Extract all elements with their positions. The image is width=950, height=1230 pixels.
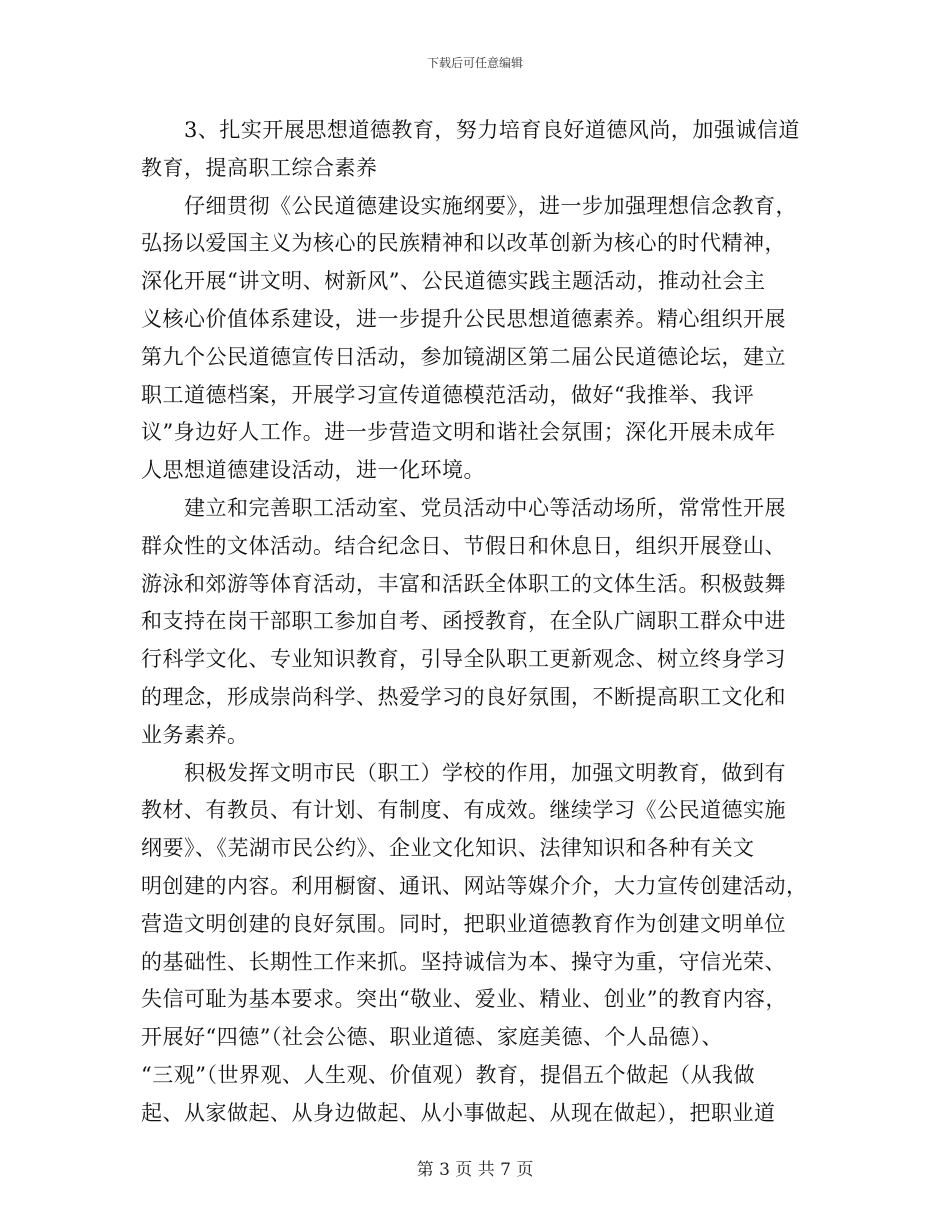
text-line: 3、扎实开展思想道德教育，努力培育良好道德风尚，加强诚信道 bbox=[141, 118, 800, 142]
page-number-footer: 第 3 页 共 7 页 bbox=[416, 1160, 534, 1180]
text-line: 起、从家做起、从身边做起、从小事做起、从现在做起），把职业道 bbox=[141, 1100, 776, 1125]
text-line: 义核心价值体系建设，进一步提升公民思想道德素养。精心组织开展 bbox=[141, 306, 786, 331]
text-line: 职工道德档案，开展学习宣传道德模范活动，做好“我推举、我评 bbox=[141, 382, 755, 407]
text-line: 群众性的文体活动。结合纪念日、节假日和休息日，组织开展登山、 bbox=[141, 533, 786, 558]
text-line: 纲要》、《芜湖市民公约》、企业文化知识、法律知识和各种有关文 bbox=[141, 836, 755, 861]
text-line: 弘扬以爱国主义为核心的民族精神和以改革创新为核心的时代精神， bbox=[141, 231, 786, 256]
text-line: 教育，提高职工综合素养 bbox=[141, 155, 378, 180]
text-line: 深化开展“讲文明、树新风”、公民道德实践主题活动，推动社会主 bbox=[141, 269, 766, 294]
text-line: 游泳和郊游等体育活动，丰富和活跃全体职工的文体生活。积极鼓舞 bbox=[141, 571, 786, 596]
text-line: 建立和完善职工活动室、党员活动中心等活动场所，常常性开展 bbox=[141, 495, 786, 520]
text-line: 营造文明创建的良好氛围。同时，把职业道德教育作为创建文明单位 bbox=[141, 911, 786, 936]
text-line: 人思想道德建设活动，进一化环境。 bbox=[141, 458, 485, 483]
page-header: 下载后可任意编辑 bbox=[426, 56, 523, 70]
text-line: “三观”（世界观、人生观、价值观）教育，提倡五个做起（从我做 bbox=[141, 1062, 755, 1087]
text-line: 第九个公民道德宣传日活动，参加镜湖区第二届公民道德论坛，建立 bbox=[141, 344, 786, 369]
text-line: 明创建的内容。利用橱窗、通讯、网站等媒介介，大力宣传创建活动， bbox=[141, 873, 808, 898]
text-line: 教材、有教员、有计划、有制度、有成效。继续学习《公民道德实施 bbox=[141, 798, 786, 823]
text-line: 的基础性、长期性工作来抓。坚持诚信为本、操守为重，守信光荣、 bbox=[141, 949, 786, 974]
text-line: 和支持在岗干部职工参加自考、函授教育，在全队广阔职工群众中进 bbox=[141, 609, 786, 634]
text-line: 积极发挥文明市民（职工）学校的作用，加强文明教育，做到有 bbox=[141, 760, 786, 785]
text-line: 业务素养。 bbox=[141, 722, 249, 747]
text-line: 行科学文化、专业知识教育，引导全队职工更新观念、树立终身学习 bbox=[141, 647, 786, 672]
document-body bbox=[141, 112, 809, 1133]
text-line: 议”身边好人工作。进一步营造文明和谐社会氛围；深化开展未成年 bbox=[141, 420, 776, 445]
text-line: 开展好“四德”（社会公德、职业道德、家庭美德、个人品德）、 bbox=[141, 1025, 723, 1050]
text-line: 的理念，形成崇尚科学、热爱学习的良好氛围，不断提高职工文化和 bbox=[141, 684, 786, 709]
text-line: 仔细贯彻《公民道德建设实施纲要》，进一步加强理想信念教育， bbox=[141, 193, 797, 218]
text-line: 失信可耻为基本要求。突出“敬业、爱业、精业、创业”的教育内容， bbox=[141, 987, 787, 1012]
